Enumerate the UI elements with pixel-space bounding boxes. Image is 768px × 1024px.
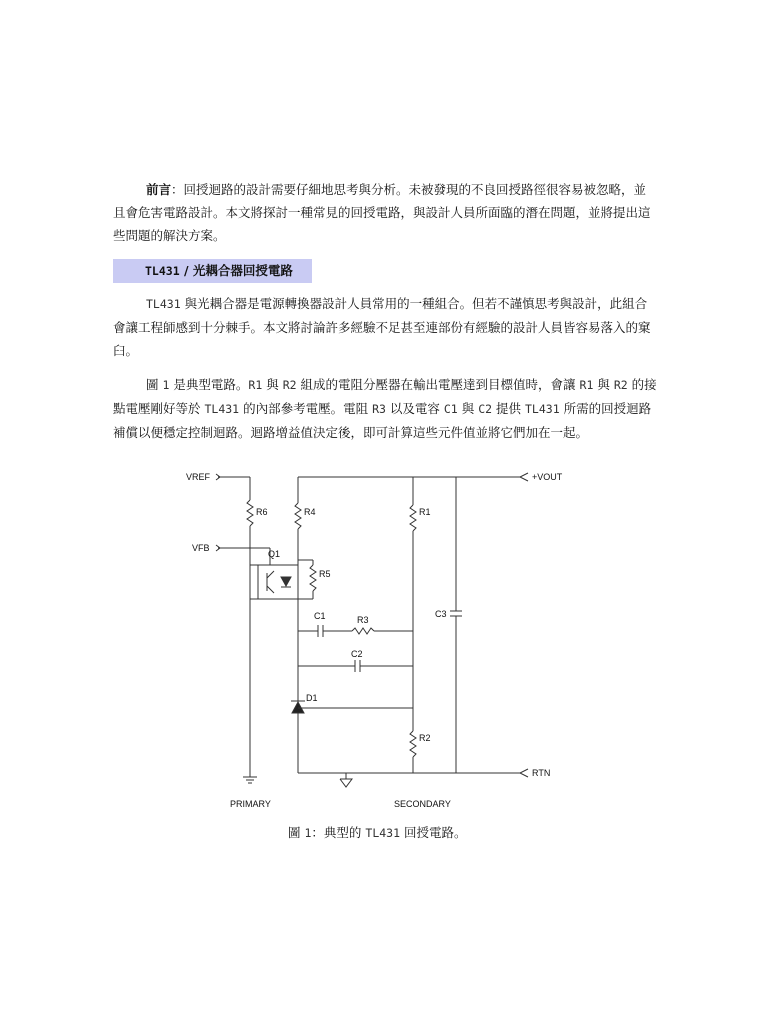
rtn-terminal-arrow (520, 769, 528, 777)
code-inline: R1 (248, 378, 263, 392)
section-heading-text: / 光耦合器回授電路 (179, 263, 293, 278)
label-d1: D1 (306, 693, 318, 703)
figure-caption (288, 824, 467, 842)
label-r6: R6 (256, 507, 268, 517)
code-inline: R2 (613, 378, 628, 392)
code-inline: 1 (162, 378, 170, 392)
code-inline: 1 (304, 826, 312, 840)
label-r5: R5 (319, 569, 331, 579)
resistor-r2-symbol (410, 731, 416, 757)
resistor-r4-symbol (295, 503, 301, 529)
text-run: 與 (457, 401, 479, 416)
body-paragraph-3 (113, 373, 658, 444)
resistor-r5-symbol (310, 565, 316, 591)
text-run: 的內部參考電壓。電阻 (239, 401, 373, 416)
intro-text: ：回授迴路的設計需要仔細地思考與分析。未被發現的不良回授路徑很容易被忽略，並且會危害電路設計。本文將探討一種常見的回授電路，與設計人員所面臨的潛在問題，並將提出這些問題的解決方案。 (113, 182, 651, 243)
code-inline: C2 (478, 402, 493, 416)
text-run: 以及電容 (385, 401, 444, 416)
label-q1: Q1 (268, 549, 281, 559)
vout-terminal-arrow (520, 473, 528, 481)
code-inline: TL431 (365, 826, 401, 840)
circuit-schematic (180, 465, 580, 815)
text-run: 回授電路。 (400, 825, 467, 840)
section-heading (145, 262, 293, 280)
text-run: 組成的電阻分壓器在輸出電壓達到目標值時，會讓 (296, 377, 580, 392)
intro-paragraph (113, 178, 658, 247)
label-r1: R1 (419, 507, 431, 517)
label-r2: R2 (419, 733, 431, 743)
code-inline: TL431 (204, 402, 240, 416)
label-r3: R3 (357, 615, 369, 625)
text-run: 提供 (492, 401, 525, 416)
text-run: 是典型電路。 (169, 377, 249, 392)
label-secondary: SECONDARY (394, 799, 451, 809)
text-run: ：典型的 (311, 825, 366, 840)
code-inline: R1 (579, 378, 594, 392)
section-heading-code: TL431 (145, 264, 180, 278)
code-inline: C1 (443, 402, 458, 416)
intro-label: 前言 (146, 182, 172, 197)
optocoupler-q1-symbol (258, 565, 298, 599)
text-run: 與 (593, 377, 614, 392)
resistor-r1-symbol (410, 505, 416, 531)
code-inline: R2 (282, 378, 297, 392)
label-c3: C3 (435, 609, 447, 619)
text-run: 圖 (288, 825, 305, 840)
text-run: 的接點電壓剛好等於 (113, 377, 657, 416)
label-c2: C2 (351, 649, 363, 659)
text-run: 所需的回授迴路補償以便穩定控制迴路。迴路增益值決定後，即可計算這些元件值並將它們加在一起。 (113, 401, 652, 440)
body-paragraph-2 (113, 292, 658, 362)
label-c1: C1 (314, 611, 326, 621)
text-run: 圖 (146, 377, 163, 392)
paragraph-text: 與光耦合器是電源轉換器設計人員常用的一種組合。但若不謹慎思考與設計，此組合會讓工程師感到十分棘手。本文將討論許多經驗不足甚至連部份有經驗的設計人員皆容易落入的窠臼。 (113, 296, 651, 358)
label-rtn: RTN (532, 768, 551, 778)
label-primary: PRIMARY (230, 799, 271, 809)
secondary-ground-icon (340, 779, 352, 787)
label-vfb: VFB (192, 543, 210, 553)
resistor-r3-symbol (352, 628, 374, 634)
label-r4: R4 (304, 507, 316, 517)
code-inline: TL431 (525, 402, 560, 416)
code-inline: R3 (372, 402, 386, 416)
text-run: 與 (262, 377, 283, 392)
label-vout: +VOUT (532, 472, 563, 482)
resistor-r6-symbol (247, 500, 253, 526)
label-vref: VREF (186, 472, 211, 482)
code-inline: TL431 (146, 297, 181, 311)
